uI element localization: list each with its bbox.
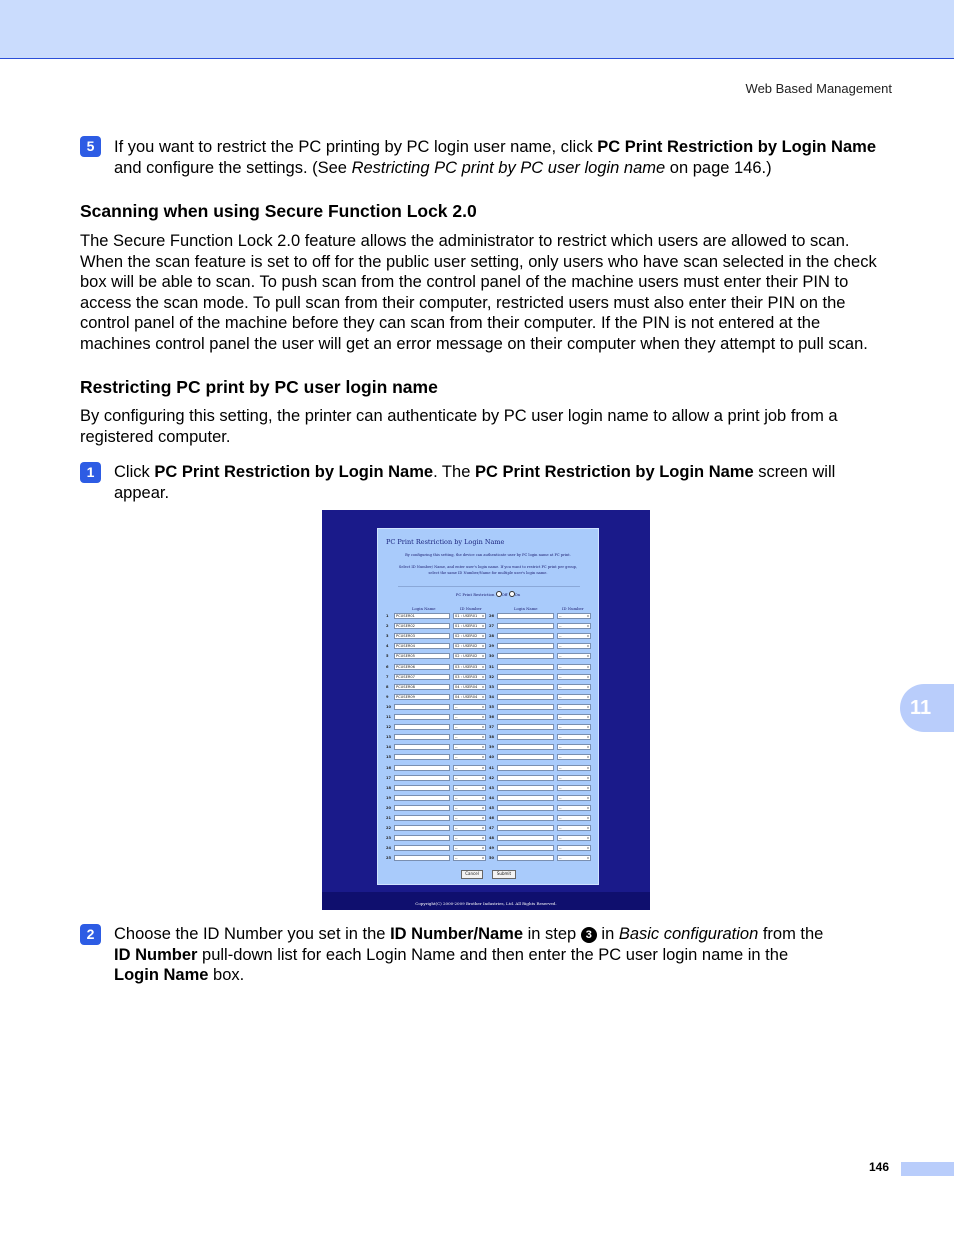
- id-number-select[interactable]: -- v: [557, 623, 591, 629]
- row-number: 42: [489, 775, 495, 780]
- row-number: 48: [489, 836, 495, 841]
- login-name-input[interactable]: [497, 744, 554, 750]
- id-number-select[interactable]: -- v: [453, 835, 486, 841]
- login-name-input[interactable]: [394, 714, 450, 720]
- login-name-input[interactable]: [497, 825, 554, 831]
- row-number: 10: [386, 704, 392, 709]
- row-number: 33: [489, 684, 495, 689]
- login-name-input[interactable]: [497, 775, 554, 781]
- user-row: [386, 643, 592, 651]
- user-row: [386, 765, 592, 773]
- id-number-select[interactable]: -- v: [557, 724, 591, 730]
- id-number-select[interactable]: -- v: [557, 684, 591, 690]
- id-number-select[interactable]: -- v: [557, 785, 591, 791]
- user-row: [386, 805, 592, 813]
- id-number-select[interactable]: -- v: [453, 775, 486, 781]
- user-row: [386, 613, 592, 621]
- row-number: 22: [386, 826, 392, 831]
- step-2-bullet: 2: [80, 924, 101, 945]
- login-name-input[interactable]: [497, 835, 554, 841]
- login-name-input[interactable]: [394, 825, 450, 831]
- step-5-bullet: 5: [80, 136, 101, 157]
- step-2-text: Choose the ID Number you set in the ID Number/Name in step 3 in Basic configuration from the ID Number pull-down list for each Login Name and then enter the PC user login name in the Login Name box.: [114, 925, 824, 984]
- row-number: 44: [489, 795, 495, 800]
- row-number: 12: [386, 725, 392, 730]
- id-number-select[interactable]: -- v: [557, 714, 591, 720]
- row-number: 34: [489, 694, 495, 699]
- id-number-select[interactable]: -- v: [557, 643, 591, 649]
- login-name-input[interactable]: [394, 805, 450, 811]
- row-number: 37: [489, 725, 495, 730]
- panel-divider: [398, 586, 580, 587]
- row-number: 35: [489, 704, 495, 709]
- row-number: 9: [386, 694, 389, 699]
- login-name-input[interactable]: [497, 754, 554, 760]
- row-number: 30: [489, 654, 495, 659]
- login-name-input[interactable]: [497, 684, 554, 690]
- row-number: 46: [489, 816, 495, 820]
- login-name-input[interactable]: [394, 835, 450, 841]
- login-name-input[interactable]: [394, 845, 450, 851]
- login-name-input[interactable]: [394, 775, 450, 781]
- id-number-select[interactable]: -- v: [557, 664, 591, 670]
- row-number: 17: [386, 775, 392, 780]
- id-number-select[interactable]: 02 : USER02 v: [453, 643, 486, 649]
- row-number: 31: [489, 664, 495, 669]
- login-name-input[interactable]: PCUSER06: [394, 664, 450, 670]
- row-number: 14: [386, 745, 392, 750]
- login-name-input[interactable]: [497, 785, 554, 791]
- id-number-select[interactable]: -- v: [557, 694, 591, 700]
- step-5-text: If you want to restrict the PC printing by PC login user name, click PC Print Restriction by Login Name and configure the settings. (See Restricting PC print by PC user login name on page 146.): [114, 138, 877, 177]
- login-name-input[interactable]: PCUSER07: [394, 674, 450, 680]
- row-number: 5: [386, 654, 389, 659]
- user-row: [386, 825, 592, 833]
- login-name-input[interactable]: PCUSER05: [394, 653, 450, 659]
- id-number-select[interactable]: 01 : USER01 v: [453, 613, 486, 619]
- step-3-reference-icon: 3: [581, 927, 597, 943]
- id-number-select[interactable]: -- v: [453, 724, 486, 730]
- panel-desc-1: By configuring this setting, the device can authenticate user by PC login name at PC print.: [405, 553, 571, 557]
- login-name-input[interactable]: [497, 724, 554, 730]
- login-name-input[interactable]: [394, 744, 450, 750]
- id-number-select[interactable]: -- v: [557, 765, 591, 771]
- row-number: 6: [386, 664, 389, 669]
- row-number: 32: [489, 674, 495, 679]
- login-name-input[interactable]: [497, 845, 554, 851]
- user-row: [386, 674, 592, 682]
- row-number: 29: [489, 644, 495, 649]
- id-number-select[interactable]: 02 : USER02 v: [453, 633, 486, 639]
- login-name-input[interactable]: PCUSER03: [394, 633, 450, 639]
- copyright-text: Copyright(C) 2000-2009 Brother Industries, Ltd. All Rights Reserved.: [415, 901, 557, 906]
- row-number: 8: [386, 684, 389, 689]
- id-number-select[interactable]: -- v: [557, 855, 591, 861]
- id-number-select[interactable]: 02 : USER02 v: [453, 653, 486, 659]
- row-number: 15: [386, 755, 392, 760]
- id-number-select[interactable]: -- v: [557, 795, 591, 801]
- id-number-select[interactable]: -- v: [557, 744, 591, 750]
- row-number: 18: [386, 785, 392, 790]
- user-row: [386, 694, 592, 702]
- id-number-select[interactable]: -- v: [557, 845, 591, 851]
- step-1-bullet: 1: [80, 462, 101, 483]
- user-row: [386, 855, 592, 863]
- row-number: 45: [489, 805, 495, 810]
- row-number: 24: [386, 846, 392, 851]
- id-number-select[interactable]: -- v: [557, 674, 591, 680]
- heading-restricting: Restricting PC print by PC user login name: [80, 377, 438, 397]
- restrict-paragraph: By configuring this setting, the printer can authenticate by PC user login name to allow a print job from a registered computer.: [80, 407, 838, 446]
- login-name-input[interactable]: [497, 613, 554, 619]
- id-number-select[interactable]: -- v: [557, 704, 591, 710]
- row-number: 36: [489, 715, 495, 719]
- id-number-select[interactable]: -- v: [557, 613, 591, 619]
- user-row: [386, 724, 592, 732]
- row-number: 28: [489, 634, 495, 639]
- row-number: 27: [489, 624, 495, 629]
- row-number: 38: [489, 735, 495, 740]
- row-number: 4: [386, 644, 389, 649]
- row-number: 39: [489, 745, 495, 750]
- row-number: 11: [386, 715, 392, 719]
- screenshot-figure: [322, 510, 650, 910]
- user-row: [386, 754, 592, 762]
- id-number-select[interactable]: 04 : USER04 v: [453, 694, 486, 700]
- user-row: [386, 734, 592, 742]
- id-number-select[interactable]: -- v: [557, 734, 591, 740]
- id-number-select[interactable]: -- v: [453, 734, 486, 740]
- col-header-id-left: ID Number: [460, 606, 482, 611]
- login-name-input[interactable]: [497, 653, 554, 659]
- row-number: 47: [489, 826, 495, 831]
- row-number: 49: [489, 846, 495, 851]
- id-number-select[interactable]: -- v: [453, 744, 486, 750]
- login-name-input[interactable]: [394, 724, 450, 730]
- login-name-input[interactable]: [497, 623, 554, 629]
- login-name-input[interactable]: [394, 754, 450, 760]
- login-name-input[interactable]: [497, 704, 554, 710]
- id-number-select[interactable]: 01 : USER01 v: [453, 623, 486, 629]
- login-name-input[interactable]: [497, 643, 554, 649]
- login-name-input[interactable]: [497, 734, 554, 740]
- running-header: Web Based Management: [745, 81, 892, 96]
- row-number: 1: [386, 614, 389, 618]
- user-row: [386, 633, 592, 641]
- row-number: 13: [386, 735, 392, 740]
- login-name-input[interactable]: PCUSER01: [394, 613, 450, 619]
- login-name-input[interactable]: PCUSER08: [394, 684, 450, 690]
- chapter-tab: 11: [900, 684, 954, 732]
- row-number: 20: [386, 805, 392, 810]
- login-name-input[interactable]: [394, 765, 450, 771]
- cancel-button[interactable]: Cancel: [461, 870, 483, 879]
- user-row: [386, 835, 592, 843]
- col-header-login-right: Login Name: [514, 606, 538, 611]
- row-number: 25: [386, 856, 392, 861]
- login-name-input[interactable]: [394, 785, 450, 791]
- user-row: [386, 664, 592, 672]
- restriction-row: PC Print Restriction Off On: [455, 592, 521, 597]
- login-name-input[interactable]: [497, 714, 554, 720]
- col-header-id-right: ID Number: [562, 606, 584, 611]
- id-number-select[interactable]: -- v: [453, 855, 486, 861]
- id-number-select[interactable]: -- v: [557, 825, 591, 831]
- id-number-select[interactable]: 04 : USER04 v: [453, 684, 486, 690]
- login-name-input[interactable]: [497, 815, 554, 821]
- login-name-input[interactable]: PCUSER02: [394, 623, 450, 629]
- row-number: 43: [489, 785, 495, 790]
- row-number: 50: [489, 856, 495, 861]
- id-number-select[interactable]: -- v: [557, 653, 591, 659]
- id-number-select[interactable]: -- v: [453, 785, 486, 791]
- panel-desc-2: Select ID Number/ Name, and enter user's login name. If you want to restrict PC print per group,: [398, 565, 578, 569]
- col-header-login-left: Login Name: [412, 606, 436, 611]
- footer-bar: [901, 1162, 954, 1176]
- row-number: 16: [386, 765, 392, 770]
- id-number-select[interactable]: -- v: [453, 765, 486, 771]
- login-name-input[interactable]: [497, 694, 554, 700]
- user-row: [386, 704, 592, 712]
- id-number-select[interactable]: -- v: [453, 795, 486, 801]
- user-row: [386, 653, 592, 661]
- id-number-select[interactable]: -- v: [453, 845, 486, 851]
- login-name-input[interactable]: [497, 633, 554, 639]
- login-name-input[interactable]: [497, 795, 554, 801]
- step-1-text: Click PC Print Restriction by Login Name. The PC Print Restriction by Login Name screen will appear.: [114, 463, 836, 502]
- row-number: 21: [386, 816, 392, 820]
- scan-paragraph: The Secure Function Lock 2.0 feature allows the administrator to restrict which users are allowed to scan. When the scan feature is set to off for the public user setting, only users who have scan selected in the check box will be able to scan. To push scan from the control panel of the machine users must enter their PIN to access the scan mode. To pull scan from their computer, restricted users must also enter their PIN on the control panel of the machine before they can scan from their computer. If the PIN is not entered at the machines control panel the user will get an error message on their computer when they attempt to pull scan.: [80, 232, 877, 353]
- login-name-input[interactable]: PCUSER04: [394, 643, 450, 649]
- id-number-select[interactable]: -- v: [453, 704, 486, 710]
- id-number-select[interactable]: -- v: [453, 815, 486, 821]
- user-row: [386, 623, 592, 631]
- login-name-input[interactable]: [497, 674, 554, 680]
- user-row: [386, 775, 592, 783]
- login-name-input[interactable]: [394, 855, 450, 861]
- page-number: 146: [869, 1160, 890, 1174]
- id-number-select[interactable]: -- v: [453, 714, 486, 720]
- login-name-input[interactable]: [394, 795, 450, 801]
- id-number-select[interactable]: 03 : USER03 v: [453, 664, 486, 670]
- id-number-select[interactable]: -- v: [557, 754, 591, 760]
- row-number: 41: [489, 765, 495, 770]
- row-number: 26: [489, 614, 495, 618]
- login-name-input[interactable]: [497, 664, 554, 670]
- submit-button[interactable]: Submit: [492, 870, 516, 879]
- panel-title: PC Print Restriction by Login Name: [386, 538, 505, 546]
- login-name-input[interactable]: [497, 765, 554, 771]
- panel-desc-3: select the same ID Number/Name for multiple user's login name.: [428, 571, 548, 575]
- settings-panel: [377, 528, 599, 885]
- id-number-select[interactable]: -- v: [557, 633, 591, 639]
- row-number: 3: [386, 634, 389, 639]
- login-name-input[interactable]: [497, 805, 554, 811]
- heading-scanning: Scanning when using Secure Function Lock 2.0: [80, 201, 477, 221]
- id-number-select[interactable]: -- v: [557, 835, 591, 841]
- id-number-select[interactable]: 03 : USER03 v: [453, 674, 486, 680]
- row-number: 40: [489, 755, 495, 760]
- user-row: [386, 845, 592, 853]
- user-row: [386, 795, 592, 803]
- id-number-select[interactable]: -- v: [453, 805, 486, 811]
- header-band: [0, 0, 954, 59]
- row-number: 7: [386, 674, 389, 679]
- user-row: [386, 785, 592, 793]
- user-row: [386, 744, 592, 752]
- row-number: 19: [386, 795, 392, 800]
- login-name-input[interactable]: [394, 704, 450, 710]
- row-number: 2: [386, 624, 389, 629]
- login-name-input[interactable]: [394, 815, 450, 821]
- id-number-select[interactable]: -- v: [557, 805, 591, 811]
- id-number-select[interactable]: -- v: [557, 775, 591, 781]
- id-number-select[interactable]: -- v: [557, 815, 591, 821]
- id-number-select[interactable]: -- v: [453, 754, 486, 760]
- login-name-input[interactable]: PCUSER09: [394, 694, 450, 700]
- user-row: [386, 815, 592, 823]
- user-row: [386, 684, 592, 692]
- login-name-input[interactable]: [394, 734, 450, 740]
- login-name-input[interactable]: [497, 855, 554, 861]
- row-number: 23: [386, 836, 392, 841]
- id-number-select[interactable]: -- v: [453, 825, 486, 831]
- user-row: [386, 714, 592, 722]
